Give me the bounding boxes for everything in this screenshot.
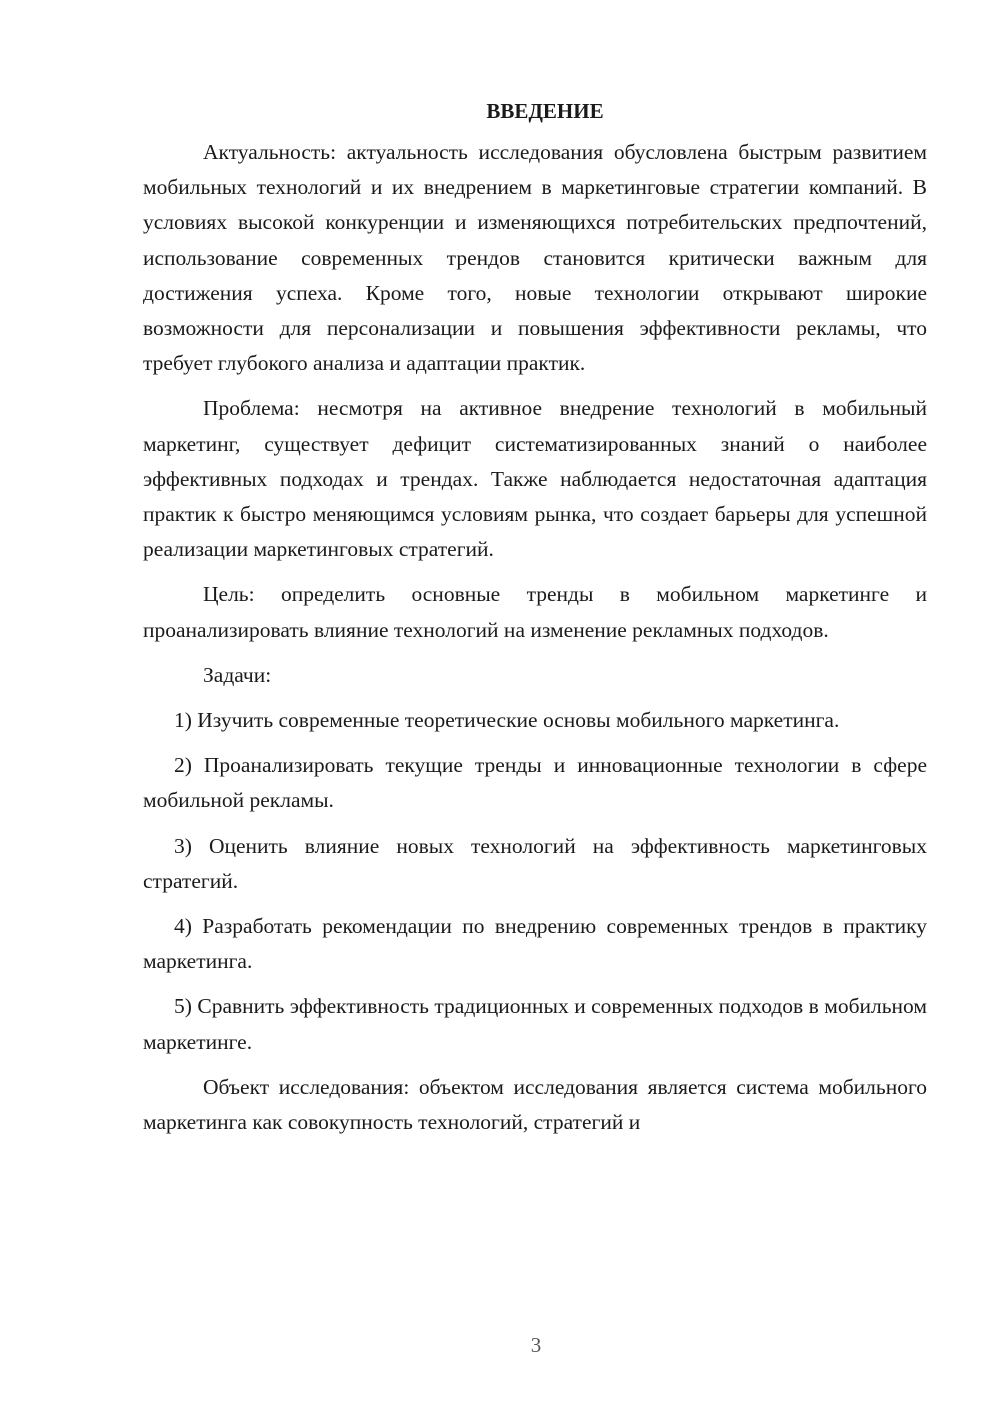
page-title: ВВЕДЕНИЕ [486, 99, 604, 123]
object-paragraph: Объект исследования: объектом исследования является система мобильного маркетинга как совокупность технологий, стратегий и [143, 1074, 927, 1135]
spacer [143, 693, 927, 703]
relevance-paragraph: Актуальность: актуальность исследования обусловлена быстрым развитием мобильных технологий и их внедрением в маркетинговые стратегии компаний. В условиях высокой конкуренции и изменяющихся потребительских предпочтений, использование современных трендов становится критически важным для достижения успеха. Кроме того, новые технологии открывают широкие возможности для персонализации и повышения эффективности рекламы, что требует глубокого анализа и адаптации практик. [143, 140, 927, 376]
spacer [143, 127, 927, 135]
spacer [143, 899, 927, 909]
tasks-heading: Задачи: [203, 662, 272, 687]
task-item: 3) Оценить влияние новых технологий на эффективность маркетинговых стратегий. [143, 833, 927, 893]
task-item: 5) Сравнить эффективность традиционных и современных подходов в мобильном маркетинге. [143, 994, 927, 1054]
task-item: 1) Изучить современные теоретические основы мобильного маркетинга. [174, 708, 840, 733]
spacer [143, 381, 927, 391]
spacer [143, 738, 927, 748]
task-item: 4) Разработать рекомендации по внедрению современных трендов в практику маркетинга. [143, 914, 927, 974]
document-page [143, 95, 927, 1140]
spacer [143, 979, 927, 989]
spacer [143, 567, 927, 577]
page-number: 3 [530, 1333, 542, 1357]
problem-paragraph: Проблема: несмотря на активное внедрение технологий в мобильный маркетинг, существует дефицит систематизированных знаний о наиболее эффективных подходах и трендах. Также наблюдается недостаточная адаптация практик к быстро меняющимся условиям рынка, что создает барьеры для успешной реализации маркетинговых стратегий. [143, 396, 927, 562]
spacer [143, 648, 927, 658]
task-item: 2) Проанализировать текущие тренды и инновационные технологии в сфере мобильной рекламы. [143, 753, 927, 813]
spacer [143, 1060, 927, 1070]
goal-paragraph: Цель: определить основные тренды в мобильном маркетинге и проанализировать влияние технологий на изменение рекламных подходов. [143, 582, 927, 642]
spacer [143, 819, 927, 829]
